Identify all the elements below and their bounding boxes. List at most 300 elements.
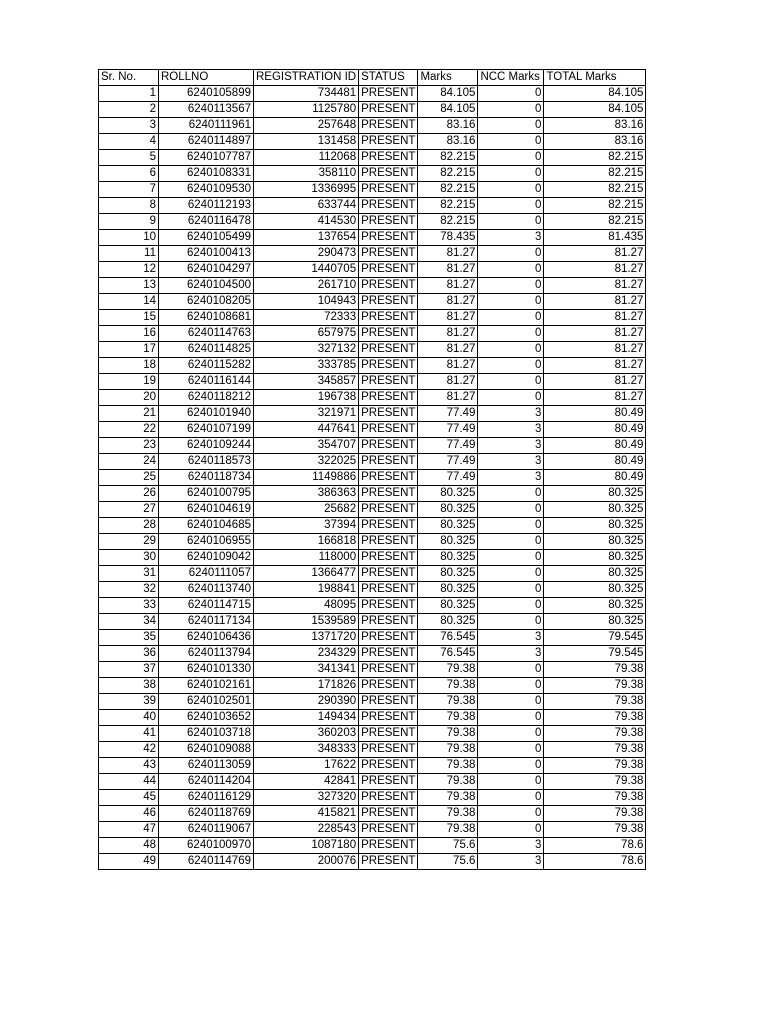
cell-rollno: 6240104297 [159,262,254,278]
cell-total-marks: 80.49 [544,470,646,486]
cell-sr-no: 25 [99,470,159,486]
table-row [99,854,646,870]
cell-sr-no: 38 [99,678,159,694]
cell-status: PRESENT [359,662,418,678]
cell-status: PRESENT [359,694,418,710]
cell-sr-no: 16 [99,326,159,342]
cell-sr-no: 8 [99,198,159,214]
cell-marks: 77.49 [418,454,478,470]
cell-sr-no: 43 [99,758,159,774]
cell-marks: 79.38 [418,694,478,710]
cell-rollno: 6240114204 [159,774,254,790]
cell-registration-id: 131458 [254,134,359,150]
cell-total-marks: 81.27 [544,262,646,278]
cell-ncc-marks: 0 [478,358,544,374]
cell-total-marks: 80.325 [544,566,646,582]
cell-rollno: 6240113059 [159,758,254,774]
table-row [99,166,646,182]
cell-sr-no: 1 [99,86,159,102]
cell-rollno: 6240114763 [159,326,254,342]
cell-marks: 77.49 [418,438,478,454]
cell-registration-id: 290390 [254,694,359,710]
table-row [99,598,646,614]
cell-status: PRESENT [359,182,418,198]
cell-registration-id: 322025 [254,454,359,470]
cell-ncc-marks: 0 [478,774,544,790]
cell-ncc-marks: 3 [478,230,544,246]
table-row [99,150,646,166]
cell-rollno: 6240100795 [159,486,254,502]
cell-total-marks: 78.6 [544,838,646,854]
cell-rollno: 6240102161 [159,678,254,694]
table-row [99,710,646,726]
cell-marks: 84.105 [418,102,478,118]
cell-ncc-marks: 3 [478,406,544,422]
cell-marks: 81.27 [418,278,478,294]
table-row [99,550,646,566]
cell-status: PRESENT [359,342,418,358]
cell-registration-id: 1125780 [254,102,359,118]
table-row [99,214,646,230]
cell-registration-id: 333785 [254,358,359,374]
cell-rollno: 6240116129 [159,790,254,806]
table-row [99,678,646,694]
table-row [99,470,646,486]
cell-marks: 79.38 [418,822,478,838]
cell-rollno: 6240101330 [159,662,254,678]
cell-sr-no: 34 [99,614,159,630]
table-row [99,182,646,198]
cell-sr-no: 6 [99,166,159,182]
table-row [99,822,646,838]
cell-total-marks: 79.38 [544,790,646,806]
cell-ncc-marks: 3 [478,438,544,454]
cell-ncc-marks: 0 [478,294,544,310]
cell-registration-id: 657975 [254,326,359,342]
cell-rollno: 6240107787 [159,150,254,166]
cell-total-marks: 79.38 [544,710,646,726]
cell-total-marks: 83.16 [544,118,646,134]
cell-sr-no: 27 [99,502,159,518]
table-row [99,86,646,102]
cell-ncc-marks: 3 [478,854,544,870]
table-row [99,534,646,550]
table-row [99,310,646,326]
cell-registration-id: 633744 [254,198,359,214]
cell-total-marks: 81.27 [544,310,646,326]
cell-total-marks: 84.105 [544,86,646,102]
cell-total-marks: 80.325 [544,614,646,630]
cell-marks: 80.325 [418,486,478,502]
cell-status: PRESENT [359,454,418,470]
cell-sr-no: 15 [99,310,159,326]
cell-ncc-marks: 3 [478,422,544,438]
cell-ncc-marks: 0 [478,790,544,806]
cell-sr-no: 46 [99,806,159,822]
cell-sr-no: 4 [99,134,159,150]
cell-rollno: 6240113740 [159,582,254,598]
cell-status: PRESENT [359,726,418,742]
table-row [99,838,646,854]
cell-ncc-marks: 3 [478,470,544,486]
cell-status: PRESENT [359,150,418,166]
table-row [99,662,646,678]
cell-status: PRESENT [359,582,418,598]
cell-registration-id: 37394 [254,518,359,534]
cell-ncc-marks: 3 [478,838,544,854]
cell-rollno: 6240116144 [159,374,254,390]
cell-sr-no: 31 [99,566,159,582]
table-row [99,406,646,422]
cell-marks: 81.27 [418,374,478,390]
cell-rollno: 6240106436 [159,630,254,646]
cell-ncc-marks: 0 [478,86,544,102]
cell-rollno: 6240103652 [159,710,254,726]
cell-status: PRESENT [359,710,418,726]
cell-total-marks: 81.27 [544,278,646,294]
cell-sr-no: 40 [99,710,159,726]
cell-sr-no: 45 [99,790,159,806]
cell-marks: 77.49 [418,470,478,486]
cell-registration-id: 72333 [254,310,359,326]
table-row [99,518,646,534]
cell-marks: 82.215 [418,166,478,182]
cell-marks: 81.27 [418,342,478,358]
cell-sr-no: 41 [99,726,159,742]
cell-sr-no: 26 [99,486,159,502]
cell-rollno: 6240109244 [159,438,254,454]
cell-sr-no: 19 [99,374,159,390]
table-row [99,278,646,294]
cell-sr-no: 37 [99,662,159,678]
header-status: STATUS [359,70,418,86]
cell-marks: 77.49 [418,422,478,438]
cell-registration-id: 290473 [254,246,359,262]
cell-sr-no: 9 [99,214,159,230]
table-row [99,566,646,582]
cell-registration-id: 17622 [254,758,359,774]
cell-total-marks: 80.49 [544,406,646,422]
cell-ncc-marks: 0 [478,134,544,150]
cell-registration-id: 1440705 [254,262,359,278]
cell-status: PRESENT [359,790,418,806]
table-row [99,326,646,342]
cell-status: PRESENT [359,134,418,150]
cell-marks: 84.105 [418,86,478,102]
cell-status: PRESENT [359,566,418,582]
cell-total-marks: 78.6 [544,854,646,870]
cell-rollno: 6240101940 [159,406,254,422]
cell-registration-id: 48095 [254,598,359,614]
table-row [99,102,646,118]
table-row [99,358,646,374]
cell-total-marks: 79.38 [544,806,646,822]
cell-total-marks: 79.38 [544,822,646,838]
cell-status: PRESENT [359,422,418,438]
table-row [99,390,646,406]
cell-total-marks: 80.49 [544,422,646,438]
cell-registration-id: 1366477 [254,566,359,582]
cell-total-marks: 82.215 [544,182,646,198]
cell-rollno: 6240119067 [159,822,254,838]
cell-marks: 79.38 [418,806,478,822]
cell-rollno: 6240105499 [159,230,254,246]
cell-marks: 79.38 [418,710,478,726]
cell-status: PRESENT [359,854,418,870]
cell-marks: 79.38 [418,726,478,742]
cell-sr-no: 24 [99,454,159,470]
cell-marks: 81.27 [418,390,478,406]
cell-total-marks: 81.27 [544,374,646,390]
cell-ncc-marks: 0 [478,278,544,294]
cell-status: PRESENT [359,598,418,614]
cell-status: PRESENT [359,406,418,422]
cell-ncc-marks: 0 [478,566,544,582]
cell-rollno: 6240113794 [159,646,254,662]
cell-status: PRESENT [359,358,418,374]
cell-sr-no: 49 [99,854,159,870]
table-row [99,262,646,278]
cell-marks: 82.215 [418,214,478,230]
cell-sr-no: 32 [99,582,159,598]
header-rollno: ROLLNO [159,70,254,86]
cell-registration-id: 734481 [254,86,359,102]
cell-status: PRESENT [359,742,418,758]
cell-status: PRESENT [359,294,418,310]
cell-registration-id: 1336995 [254,182,359,198]
cell-rollno: 6240112193 [159,198,254,214]
cell-rollno: 6240103718 [159,726,254,742]
cell-status: PRESENT [359,518,418,534]
cell-sr-no: 23 [99,438,159,454]
cell-sr-no: 13 [99,278,159,294]
table-row [99,374,646,390]
cell-sr-no: 33 [99,598,159,614]
cell-sr-no: 5 [99,150,159,166]
cell-rollno: 6240114715 [159,598,254,614]
table-row [99,774,646,790]
cell-total-marks: 80.49 [544,454,646,470]
cell-registration-id: 1149886 [254,470,359,486]
cell-marks: 79.38 [418,742,478,758]
cell-total-marks: 79.545 [544,646,646,662]
cell-rollno: 6240114769 [159,854,254,870]
cell-status: PRESENT [359,102,418,118]
table-row [99,614,646,630]
cell-sr-no: 35 [99,630,159,646]
cell-total-marks: 79.38 [544,774,646,790]
cell-sr-no: 12 [99,262,159,278]
cell-status: PRESENT [359,262,418,278]
header-marks: Marks [418,70,478,86]
cell-total-marks: 81.27 [544,246,646,262]
cell-total-marks: 80.325 [544,550,646,566]
header-sr-no: Sr. No. [99,70,159,86]
cell-marks: 79.38 [418,662,478,678]
cell-total-marks: 81.27 [544,326,646,342]
cell-rollno: 6240118212 [159,390,254,406]
cell-marks: 80.325 [418,566,478,582]
cell-registration-id: 348333 [254,742,359,758]
cell-status: PRESENT [359,198,418,214]
cell-status: PRESENT [359,534,418,550]
cell-registration-id: 198841 [254,582,359,598]
cell-total-marks: 82.215 [544,150,646,166]
cell-sr-no: 44 [99,774,159,790]
table-header [99,70,646,86]
cell-ncc-marks: 0 [478,246,544,262]
cell-sr-no: 21 [99,406,159,422]
cell-ncc-marks: 0 [478,166,544,182]
cell-rollno: 6240102501 [159,694,254,710]
cell-ncc-marks: 0 [478,198,544,214]
cell-marks: 75.6 [418,838,478,854]
cell-rollno: 6240114825 [159,342,254,358]
cell-marks: 78.435 [418,230,478,246]
table-row [99,246,646,262]
cell-marks: 80.325 [418,518,478,534]
cell-sr-no: 2 [99,102,159,118]
cell-ncc-marks: 0 [478,118,544,134]
table-row [99,806,646,822]
cell-rollno: 6240118734 [159,470,254,486]
cell-total-marks: 79.38 [544,662,646,678]
cell-rollno: 6240109530 [159,182,254,198]
cell-registration-id: 104943 [254,294,359,310]
table-row [99,694,646,710]
cell-marks: 76.545 [418,630,478,646]
cell-ncc-marks: 0 [478,662,544,678]
cell-rollno: 6240111961 [159,118,254,134]
table-row [99,502,646,518]
cell-total-marks: 81.27 [544,390,646,406]
cell-marks: 79.38 [418,678,478,694]
cell-rollno: 6240109042 [159,550,254,566]
cell-registration-id: 414530 [254,214,359,230]
cell-ncc-marks: 0 [478,342,544,358]
cell-status: PRESENT [359,118,418,134]
cell-sr-no: 42 [99,742,159,758]
cell-registration-id: 360203 [254,726,359,742]
cell-ncc-marks: 0 [478,534,544,550]
cell-status: PRESENT [359,390,418,406]
cell-rollno: 6240104500 [159,278,254,294]
cell-total-marks: 79.38 [544,726,646,742]
cell-registration-id: 261710 [254,278,359,294]
table-row [99,790,646,806]
cell-ncc-marks: 0 [478,150,544,166]
cell-ncc-marks: 0 [478,102,544,118]
cell-ncc-marks: 0 [478,486,544,502]
table-row [99,134,646,150]
cell-sr-no: 11 [99,246,159,262]
cell-marks: 77.49 [418,406,478,422]
cell-marks: 79.38 [418,790,478,806]
cell-rollno: 6240100970 [159,838,254,854]
cell-ncc-marks: 0 [478,694,544,710]
cell-total-marks: 80.325 [544,534,646,550]
cell-total-marks: 81.27 [544,294,646,310]
cell-status: PRESENT [359,214,418,230]
cell-registration-id: 1371720 [254,630,359,646]
cell-ncc-marks: 0 [478,742,544,758]
cell-status: PRESENT [359,806,418,822]
cell-status: PRESENT [359,326,418,342]
cell-registration-id: 25682 [254,502,359,518]
cell-ncc-marks: 0 [478,182,544,198]
cell-ncc-marks: 3 [478,454,544,470]
cell-rollno: 6240113567 [159,102,254,118]
table-row [99,342,646,358]
cell-registration-id: 1539589 [254,614,359,630]
cell-registration-id: 196738 [254,390,359,406]
cell-rollno: 6240108205 [159,294,254,310]
cell-status: PRESENT [359,486,418,502]
cell-status: PRESENT [359,246,418,262]
cell-sr-no: 47 [99,822,159,838]
cell-total-marks: 84.105 [544,102,646,118]
cell-registration-id: 386363 [254,486,359,502]
cell-registration-id: 228543 [254,822,359,838]
cell-registration-id: 137654 [254,230,359,246]
cell-registration-id: 327320 [254,790,359,806]
cell-marks: 81.27 [418,358,478,374]
cell-registration-id: 358110 [254,166,359,182]
table-row [99,630,646,646]
cell-marks: 80.325 [418,534,478,550]
cell-marks: 80.325 [418,550,478,566]
header-ncc-marks: NCC Marks [478,70,544,86]
cell-total-marks: 79.38 [544,758,646,774]
cell-rollno: 6240115282 [159,358,254,374]
cell-total-marks: 80.325 [544,518,646,534]
cell-rollno: 6240118769 [159,806,254,822]
cell-registration-id: 112068 [254,150,359,166]
cell-sr-no: 22 [99,422,159,438]
cell-status: PRESENT [359,822,418,838]
cell-rollno: 6240104685 [159,518,254,534]
cell-marks: 81.27 [418,246,478,262]
cell-status: PRESENT [359,86,418,102]
cell-status: PRESENT [359,838,418,854]
cell-status: PRESENT [359,502,418,518]
cell-total-marks: 79.545 [544,630,646,646]
cell-rollno: 6240100413 [159,246,254,262]
cell-ncc-marks: 0 [478,598,544,614]
cell-total-marks: 80.325 [544,598,646,614]
table-row [99,422,646,438]
cell-rollno: 6240111057 [159,566,254,582]
cell-registration-id: 321971 [254,406,359,422]
cell-marks: 79.38 [418,758,478,774]
cell-ncc-marks: 0 [478,822,544,838]
cell-status: PRESENT [359,374,418,390]
cell-marks: 80.325 [418,502,478,518]
cell-ncc-marks: 0 [478,550,544,566]
cell-registration-id: 1087180 [254,838,359,854]
cell-registration-id: 171826 [254,678,359,694]
cell-registration-id: 415821 [254,806,359,822]
cell-rollno: 6240116478 [159,214,254,230]
header-registration-id: REGISTRATION ID [254,70,359,86]
cell-ncc-marks: 0 [478,262,544,278]
cell-status: PRESENT [359,614,418,630]
cell-sr-no: 48 [99,838,159,854]
cell-marks: 80.325 [418,598,478,614]
cell-ncc-marks: 0 [478,758,544,774]
cell-total-marks: 83.16 [544,134,646,150]
results-table [98,69,646,870]
